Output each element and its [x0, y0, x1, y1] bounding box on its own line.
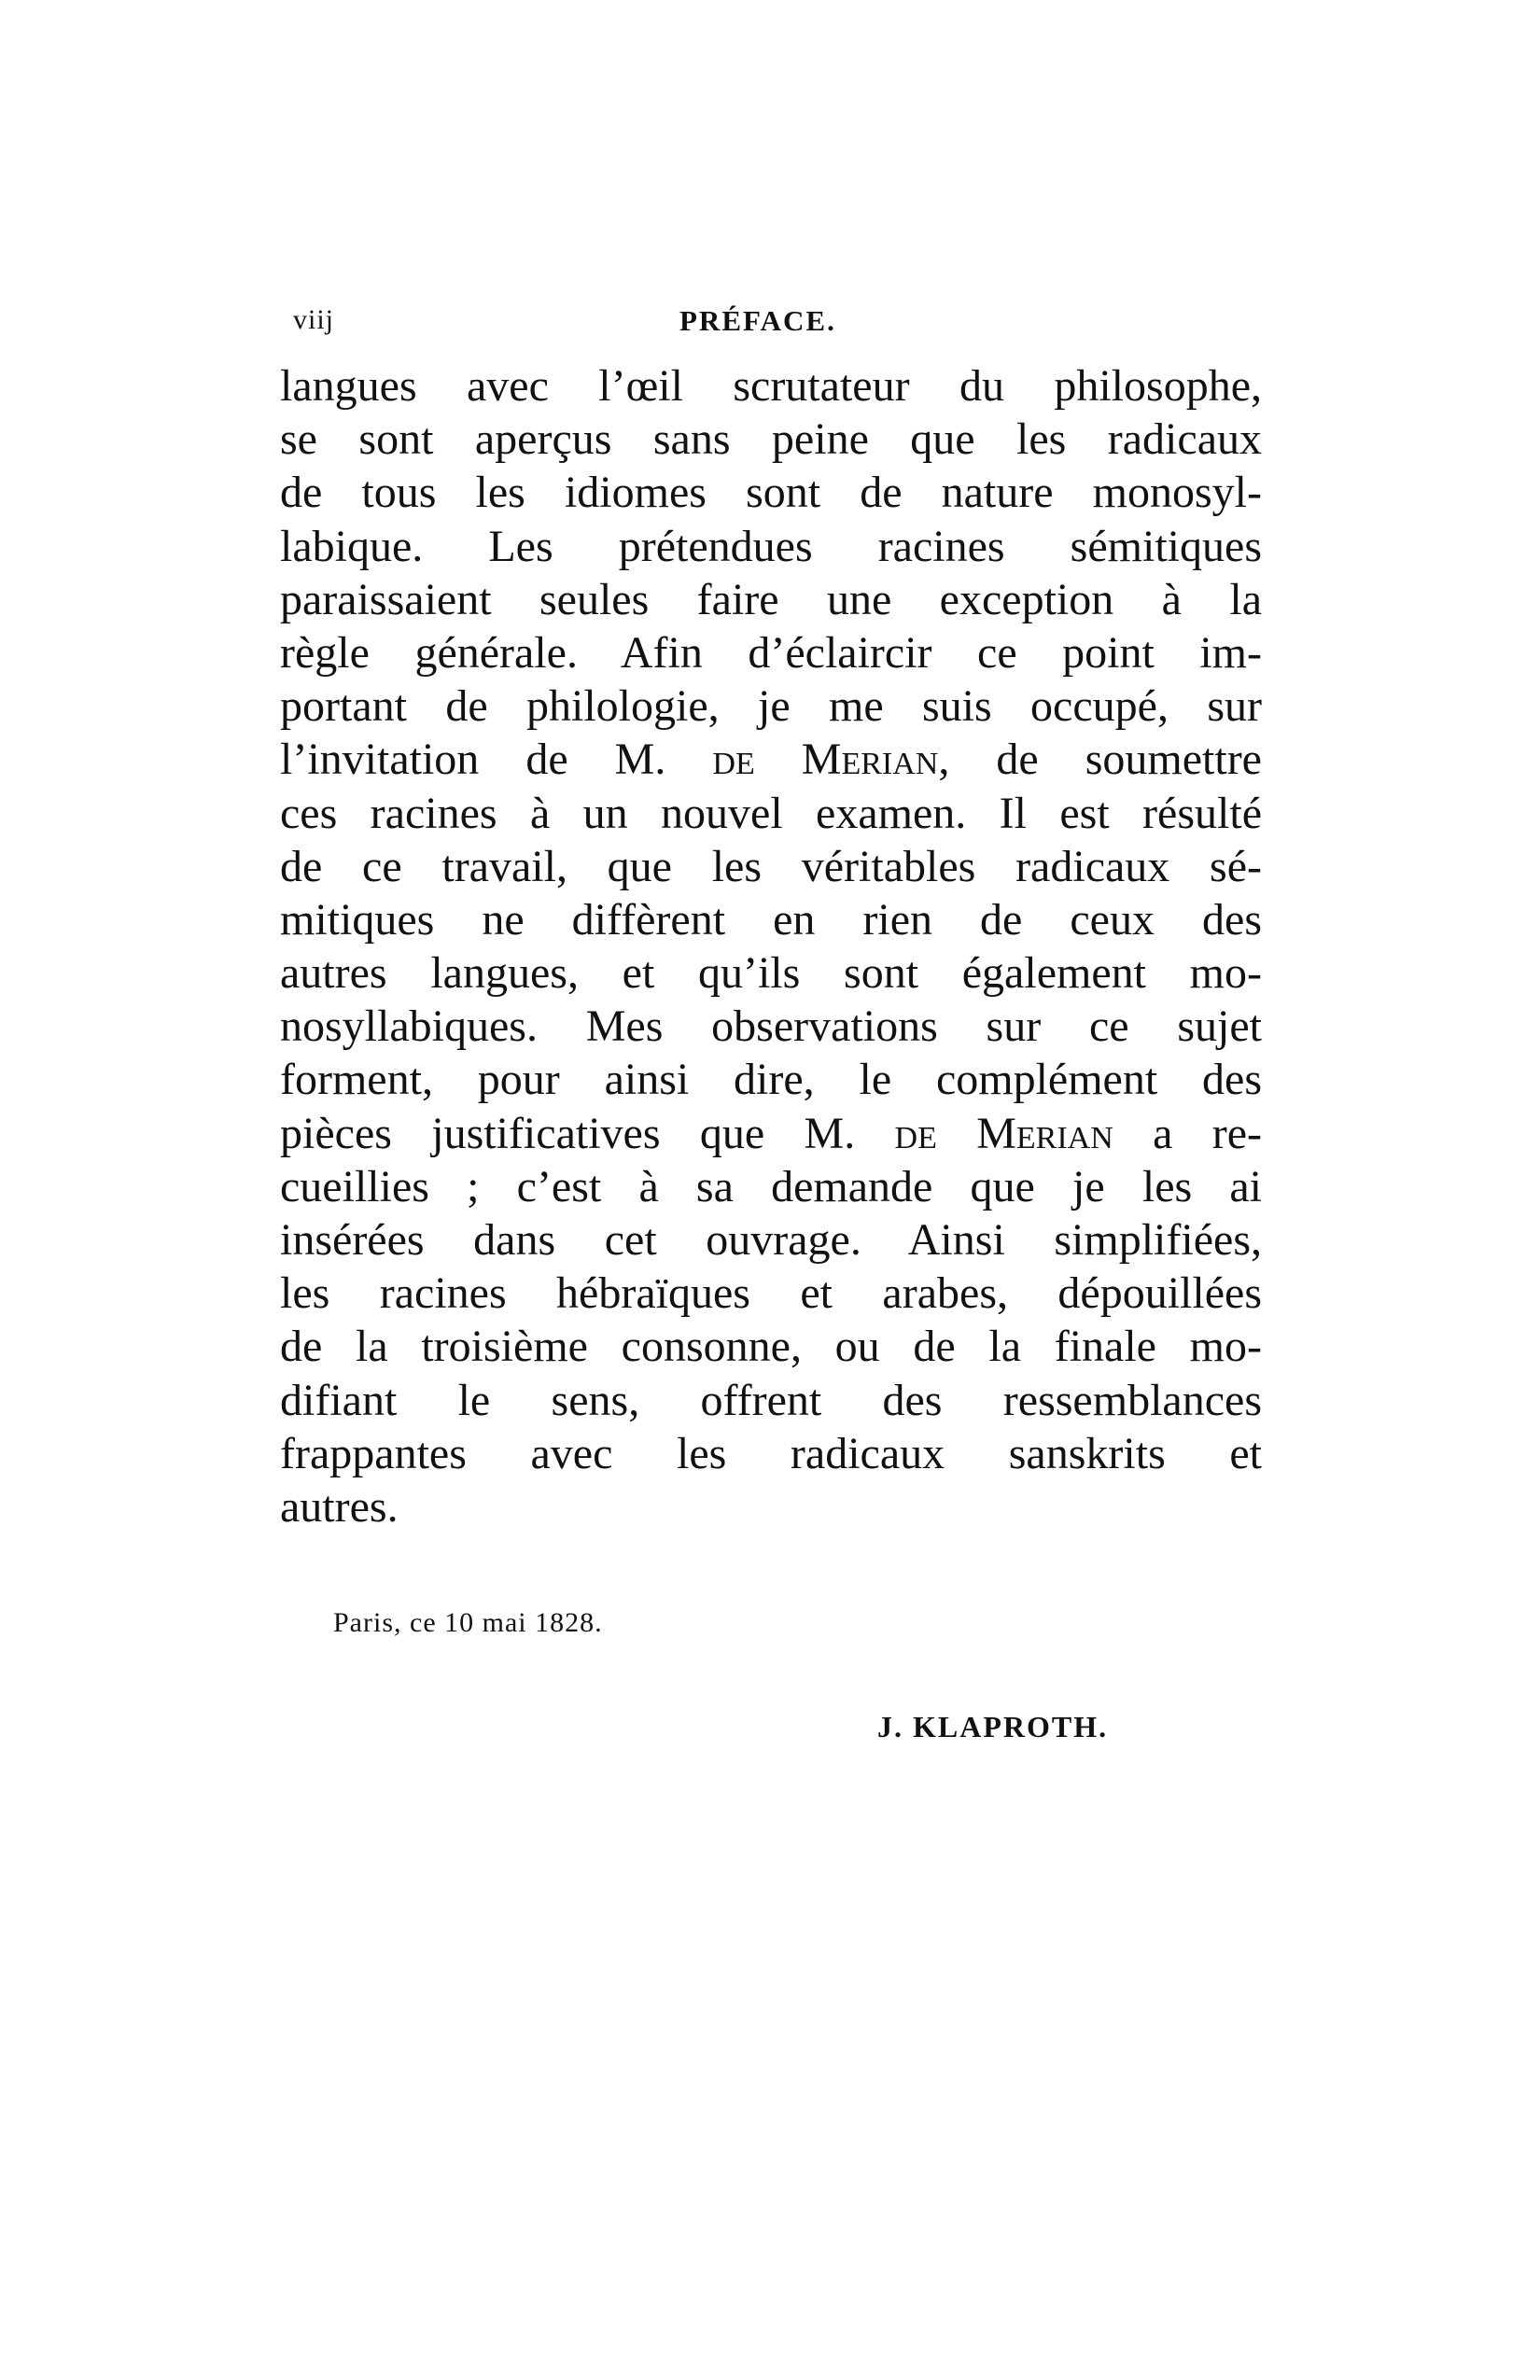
text-line: autres langues, et qu’ils sont également mo-	[280, 948, 1262, 999]
text-line: frappantes avec les radicaux sanskrits et	[280, 1428, 1262, 1478]
text-line: ces racines à un nouvel examen. Il est résulté	[280, 788, 1262, 838]
text-line: difiant le sens, offrent des ressemblances	[280, 1375, 1262, 1425]
preface-text	[280, 359, 1262, 1533]
small-caps-name: de Merian	[894, 1108, 1113, 1158]
text-line: l’invitation de M. de Merian, de soumettre	[280, 735, 1262, 785]
author-signature: J. KLAPROTH.	[877, 1710, 1109, 1743]
text-line: paraissaient seules faire une exception à la	[280, 574, 1262, 624]
dateline: Paris, ce 10 mai 1828.	[333, 1607, 603, 1638]
text-line: de tous les idiomes sont de nature monosyl-	[280, 468, 1262, 518]
text-line: portant de philologie, je me suis occupé, sur	[280, 681, 1262, 732]
text-line: règle générale. Afin d’éclaircir ce point im-	[280, 627, 1262, 678]
text-line: langues avec l’œil scrutateur du philosophe,	[280, 361, 1262, 411]
text-line: de la troisième consonne, ou de la finale mo-	[280, 1322, 1262, 1372]
text-line: forment, pour ainsi dire, le complément des	[280, 1055, 1262, 1105]
text-line: les racines hébraïques et arabes, dépouillées	[280, 1268, 1262, 1319]
running-title: PRÉFACE.	[679, 304, 836, 337]
text-line: insérées dans cet ouvrage. Ainsi simplifiées,	[280, 1215, 1262, 1265]
text-line: de ce travail, que les véritables radicaux sé-	[280, 841, 1262, 891]
text-line: labique. Les prétendues racines sémitiques	[280, 521, 1262, 571]
small-caps-name: de Merian	[712, 735, 939, 785]
text-line: cueillies ; c’est à sa demande que je les ai	[280, 1161, 1262, 1211]
text-line: nosyllabiques. Mes observations sur ce sujet	[280, 1001, 1262, 1052]
text-line: mitiques ne diffèrent en rien de ceux des	[280, 894, 1262, 945]
text-line: pièces justificatives que M. de Merian a re-	[280, 1108, 1262, 1158]
text-line: autres.	[280, 1481, 399, 1532]
page-header	[280, 304, 1260, 345]
text-line: se sont aperçus sans peine que les radicaux	[280, 414, 1262, 465]
page-number: viij	[293, 304, 335, 335]
